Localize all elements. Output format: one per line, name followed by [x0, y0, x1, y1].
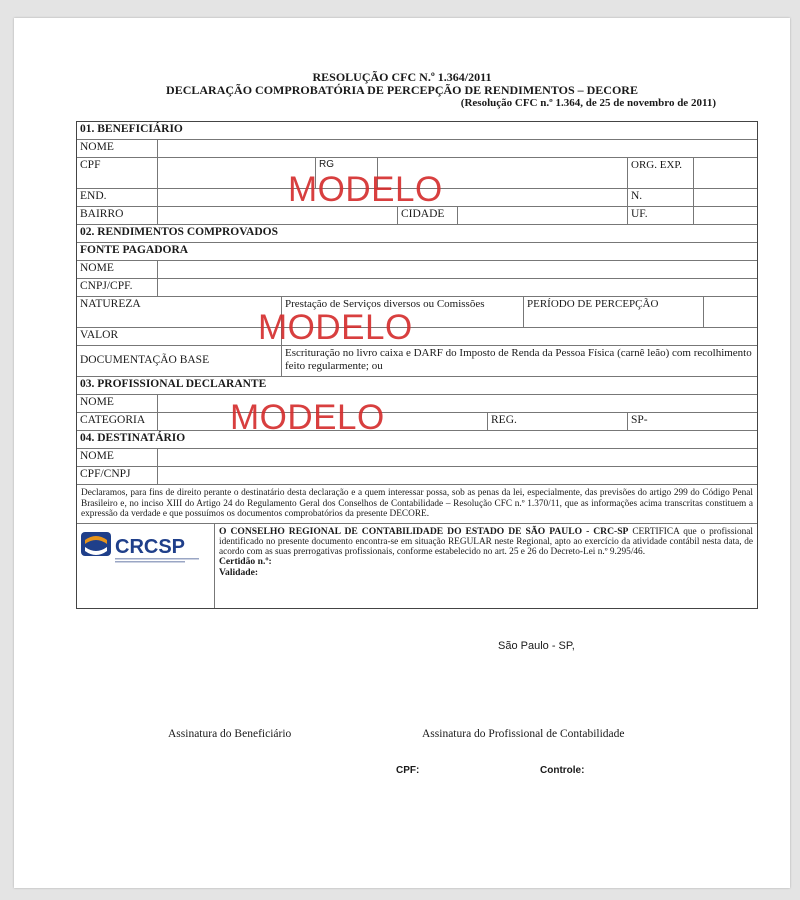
label-org-exp: ORG. EXP. — [627, 158, 693, 188]
crcsp-logo-text: CRCSP — [115, 535, 186, 558]
field-nome[interactable] — [157, 140, 757, 157]
field-dest-nome[interactable] — [157, 449, 757, 466]
label-cidade: CIDADE — [397, 207, 457, 224]
row-categoria — [77, 413, 757, 431]
label-end: END. — [80, 190, 107, 202]
row-dest-nome — [77, 449, 757, 467]
field-cnpj[interactable] — [157, 279, 757, 296]
crcsp-logo-icon — [79, 528, 217, 568]
label-rg: RG — [315, 158, 377, 188]
crc-certification — [77, 524, 757, 608]
crcsp-logo — [77, 524, 215, 608]
label-natureza: NATUREZA — [80, 298, 141, 310]
watermark-modelo: MODELO — [288, 170, 443, 209]
section-title: 03. PROFISSIONAL DECLARANTE — [80, 378, 267, 390]
field-fonte-nome[interactable] — [157, 261, 757, 278]
declaration-text: Declaramos, para fins de direito perante o destinatário desta declaração e a quem interessar possa, sob as penas da lei, especialmente, das previsões do artigo 299 do Código Penal Brasileiro e, no inciso XIII do Artigo 24 do Regulamento Geral dos Conselhos de Contabilidade – Resolução CFC n.º 1.370/11, que as informações acima transcritas constituem a expressão da verdade e que possuímos os documentos comprobatórios da presente DECORE. — [77, 485, 757, 524]
label-documentacao: DOCUMENTAÇÃO BASE — [80, 354, 210, 366]
crc-heading: O CONSELHO REGIONAL DE CONTABILIDADE DO ESTADO DE SÃO PAULO - CRC-SP — [219, 525, 629, 537]
section-destinatario-header — [77, 431, 757, 449]
watermark-modelo: MODELO — [258, 308, 413, 347]
value-documentacao: Escrituração no livro caixa e DARF do Imposto de Renda da Pessoa Física (carnê leão) com recolhimento feito regularmente; ou — [281, 346, 757, 376]
label-uf: UF. — [627, 207, 693, 224]
signature-beneficiario: Assinatura do Beneficiário — [168, 728, 292, 740]
row-cnpj — [77, 279, 757, 297]
label-cpf: CPF — [80, 159, 101, 171]
row-natureza — [77, 297, 757, 328]
field-org-exp[interactable] — [693, 158, 757, 188]
certidao-label: Certidão n.º: — [219, 556, 272, 568]
city-date: São Paulo - SP, — [498, 640, 575, 652]
label-numero: N. — [627, 189, 693, 206]
label-reg: REG. — [487, 413, 627, 430]
row-fonte-nome — [77, 261, 757, 279]
section-title: 02. RENDIMENTOS COMPROVADOS — [80, 226, 278, 238]
row-valor — [77, 328, 757, 346]
row-prof-nome — [77, 395, 757, 413]
field-uf[interactable] — [693, 207, 757, 224]
footer-controle-label: Controle: — [540, 765, 585, 776]
crc-body: CERTIFICA que o profissional identificado no presente documento encontra-se em situação REGULAR neste Regional, apto ao exercício da atividade contábil nesta data, de acordo com as suas prerrogativas profissionais, conforme estabelecido no art. 25 e 26 do Decreto-Lei n.º 9.295/46. — [219, 526, 753, 558]
label-nome: NOME — [80, 396, 114, 408]
validade-label: Validade: — [219, 566, 259, 578]
label-categoria: CATEGORIA — [80, 414, 146, 426]
crc-certification-text — [219, 527, 753, 578]
footer-cpf-label: CPF: — [396, 765, 420, 776]
label-cpf-cnpj: CPF/CNPJ — [80, 468, 131, 480]
label-nome: NOME — [80, 141, 114, 153]
row-fonte-pagadora — [77, 243, 757, 261]
header-title: DECLARAÇÃO COMPROBATÓRIA DE PERCEPÇÃO DE RENDIMENTOS – DECORE — [166, 83, 638, 97]
label-fonte-pagadora: FONTE PAGADORA — [80, 244, 189, 256]
label-nome: NOME — [80, 262, 114, 274]
section-title: 01. BENEFICIÁRIO — [80, 123, 183, 135]
section-title: 04. DESTINATÁRIO — [80, 432, 186, 444]
section-profissional-header — [77, 377, 757, 395]
signature-profissional: Assinatura do Profissional de Contabilidade — [422, 728, 625, 740]
field-periodo[interactable] — [703, 297, 757, 327]
label-bairro: BAIRRO — [80, 208, 124, 220]
section-rendimentos-header — [77, 225, 757, 243]
row-nome — [77, 140, 757, 158]
section-beneficiario-header — [77, 122, 757, 140]
watermark-modelo: MODELO — [230, 398, 385, 437]
value-natureza: Prestação de Serviços diversos ou Comissões — [281, 297, 523, 327]
row-cpf-cnpj — [77, 467, 757, 485]
label-cnpj: CNPJ/CPF. — [80, 280, 133, 292]
field-numero[interactable] — [693, 189, 757, 206]
label-sp: SP- — [627, 413, 757, 430]
header-subtitle: (Resolução CFC n.º 1.364, de 25 de novembro de 2011) — [460, 97, 716, 109]
document-page — [14, 18, 790, 888]
label-valor: VALOR — [80, 329, 119, 341]
field-cpf-cnpj[interactable] — [157, 467, 757, 484]
row-documentacao — [77, 346, 757, 377]
label-nome: NOME — [80, 450, 114, 462]
field-cidade[interactable] — [457, 207, 627, 224]
header-resolution: RESOLUÇÃO CFC N.º 1.364/2011 — [312, 70, 492, 84]
label-periodo: PERÍODO DE PERCEPÇÃO — [523, 297, 703, 327]
